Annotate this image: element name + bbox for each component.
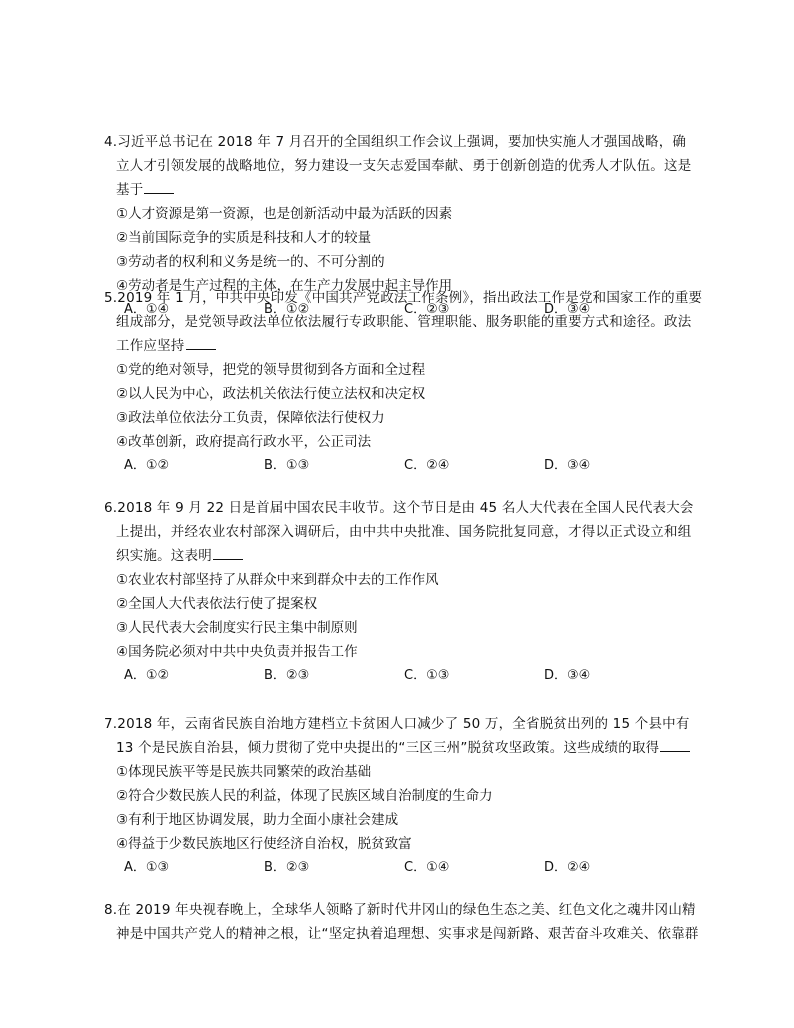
choice-b[interactable]: B．①② <box>264 302 310 317</box>
question-stem: 4.习近平总书记在 2018 年 7 月召开的全国组织工作会议上强调，要加快实施人才强国战略，确 立人才引领发展的战略地位，努力建设一支矢志爱国奉献、勇于创新创造的优秀人才队伍。这是 基于 <box>104 134 692 198</box>
question-5 <box>104 286 716 478</box>
choice-c[interactable]: C．②④ <box>404 458 450 473</box>
statement: ①农业农村部坚持了从群众中来到群众中去的工作作风 <box>116 572 439 588</box>
statement: ②符合少数民族人民的利益，体现了民族区域自治制度的生命力 <box>116 788 493 804</box>
question-7 <box>104 712 716 880</box>
choice-c[interactable]: C．②③ <box>404 302 450 317</box>
statement: ③政法单位依法分工负责，保障依法行使权力 <box>116 410 385 426</box>
statement: ①体现民族平等是民族共同繁荣的政治基础 <box>116 764 372 780</box>
question-6 <box>104 496 716 688</box>
question-stem: 7.2018 年，云南省民族自治地方建档立卡贫困人口减少了 50 万，全省脱贫出列的 15 个县中有 13 个是民族自治县，倾力贯彻了党中央提出的“三区三州”脱贫攻坚政策。这些成绩的取得 <box>104 716 690 756</box>
choice-row <box>104 454 716 478</box>
question-stem: 8.在 2019 年央视春晚上，全球华人领略了新时代井冈山的绿色生态之美、红色文化之魂井冈山精 神是中国共产党人的精神之根，让“坚定执着追理想、实事求是闯新路、艰苦奋斗攻难关、依靠群 <box>104 902 699 942</box>
choice-c[interactable]: C．①③ <box>404 668 450 683</box>
statement: ④劳动者是生产过程的主体，在生产力发展中起主导作用 <box>116 278 453 294</box>
choice-c[interactable]: C．①④ <box>404 860 450 875</box>
statement: ②当前国际竞争的实质是科技和人才的较量 <box>116 230 372 246</box>
choice-d[interactable]: D．③④ <box>544 458 591 473</box>
choice-d[interactable]: D．③④ <box>544 302 591 317</box>
statement: ④得益于少数民族地区行使经济自治权，脱贫致富 <box>116 836 412 852</box>
statement: ④国务院必须对中共中央负责并报告工作 <box>116 644 358 660</box>
choice-b[interactable]: B．②③ <box>264 860 310 875</box>
statement: ④改革创新，政府提高行政水平，公正司法 <box>116 434 372 450</box>
statement: ②以人民为中心，政法机关依法行使立法权和决定权 <box>116 386 426 402</box>
question-8 <box>104 898 716 946</box>
statement: ③有利于地区协调发展，助力全面小康社会建成 <box>116 812 399 828</box>
choice-row <box>104 664 716 688</box>
statement: ②全国人大代表依法行使了提案权 <box>116 596 318 612</box>
answer-blank <box>660 737 690 752</box>
choice-a[interactable]: A．①③ <box>124 860 170 875</box>
choice-b[interactable]: B．①③ <box>264 458 310 473</box>
statement: ①人才资源是第一资源，也是创新活动中最为活跃的因素 <box>116 206 453 222</box>
question-number: 7. <box>104 716 118 732</box>
choice-a[interactable]: A．①② <box>124 668 170 683</box>
answer-blank <box>144 179 174 194</box>
question-number: 6. <box>104 500 118 516</box>
choice-a[interactable]: A．①④ <box>124 302 170 317</box>
question-number: 5. <box>104 290 118 306</box>
question-stem: 5.2019 年 1 月，中共中央印发《中国共产党政法工作条例》，指出政法工作是党和国家工作的重要 组成部分，是党领导政法单位依法履行专政职能、管理职能、服务职能的重要方式和途径。政法 工作应坚持 <box>104 290 703 354</box>
question-number: 8. <box>104 902 118 918</box>
choice-row <box>104 856 716 880</box>
answer-blank <box>213 545 243 560</box>
question-stem: 6.2018 年 9 月 22 日是首届中国农民丰收节。这个节日是由 45 名人大代表在全国人民代表大会 上提出，并经农业农村部深入调研后，由中共中央批准、国务院批复同意，才得以正式设立和组 织实施。这表明 <box>104 500 694 564</box>
choice-d[interactable]: D．②④ <box>544 860 591 875</box>
statement: ③人民代表大会制度实行民主集中制原则 <box>116 620 358 636</box>
choice-a[interactable]: A．①② <box>124 458 170 473</box>
answer-blank <box>186 335 216 350</box>
choice-b[interactable]: B．②③ <box>264 668 310 683</box>
statement: ③劳动者的权利和义务是统一的、不可分割的 <box>116 254 385 270</box>
choice-d[interactable]: D．③④ <box>544 668 591 683</box>
question-number: 4. <box>104 134 118 150</box>
statement: ①党的绝对领导，把党的领导贯彻到各方面和全过程 <box>116 362 426 378</box>
